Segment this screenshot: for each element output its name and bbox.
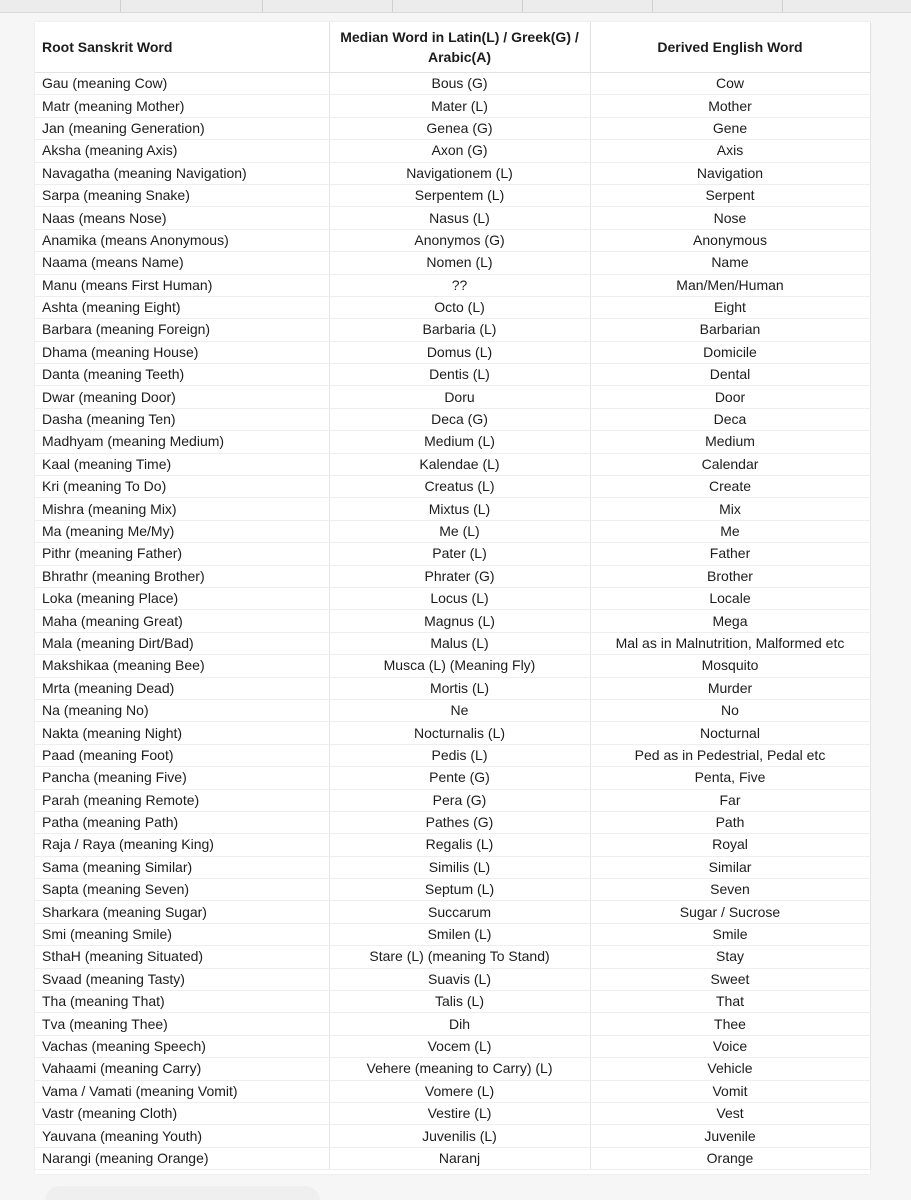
english-word-cell: Medium <box>590 431 870 453</box>
table-row <box>35 834 870 856</box>
english-word-cell: Anonymous <box>590 229 870 251</box>
median-word-cell: Me (L) <box>329 520 590 542</box>
root-word-cell: Madhyam (meaning Medium) <box>35 431 329 453</box>
root-word-cell: Mala (meaning Dirt/Bad) <box>35 632 329 654</box>
root-word-cell: Sarpa (meaning Snake) <box>35 184 329 206</box>
table-row <box>35 610 870 632</box>
table-row <box>35 968 870 990</box>
root-word-cell: Parah (meaning Remote) <box>35 789 329 811</box>
median-word-cell: Kalendae (L) <box>329 453 590 475</box>
table-row <box>35 767 870 789</box>
english-word-cell: Mosquito <box>590 655 870 677</box>
table-row <box>35 95 870 117</box>
table-row <box>35 1147 870 1169</box>
root-word-cell: Sapta (meaning Seven) <box>35 879 329 901</box>
table-row <box>35 677 870 699</box>
median-word-cell: Similis (L) <box>329 856 590 878</box>
root-word-cell: Vahaami (meaning Carry) <box>35 1058 329 1080</box>
median-word-cell: Musca (L) (Meaning Fly) <box>329 655 590 677</box>
english-word-cell: Mix <box>590 498 870 520</box>
english-word-cell: No <box>590 699 870 721</box>
table-row <box>35 543 870 565</box>
table-row <box>35 117 870 139</box>
english-word-cell: Axis <box>590 140 870 162</box>
english-word-cell: Path <box>590 811 870 833</box>
median-word-cell: Suavis (L) <box>329 968 590 990</box>
median-word-cell: Vocem (L) <box>329 1035 590 1057</box>
median-word-cell: ?? <box>329 274 590 296</box>
median-word-cell: Mortis (L) <box>329 677 590 699</box>
median-word-cell: Vehere (meaning to Carry) (L) <box>329 1058 590 1080</box>
median-word-cell: Vestire (L) <box>329 1102 590 1124</box>
table-row <box>35 319 870 341</box>
root-word-cell: Loka (meaning Place) <box>35 587 329 609</box>
root-word-cell: Maha (meaning Great) <box>35 610 329 632</box>
header-derived-english-word: Derived English Word <box>590 22 870 73</box>
table-row <box>35 991 870 1013</box>
table-row <box>35 1013 870 1035</box>
english-word-cell: Royal <box>590 834 870 856</box>
word-origin-table-sheet <box>35 22 870 1174</box>
table-row <box>35 408 870 430</box>
median-word-cell: Septum (L) <box>329 879 590 901</box>
median-word-cell: Domus (L) <box>329 341 590 363</box>
table-row <box>35 229 870 251</box>
english-word-cell: Father <box>590 543 870 565</box>
table-row <box>35 364 870 386</box>
table-row <box>35 341 870 363</box>
root-word-cell: Makshikaa (meaning Bee) <box>35 655 329 677</box>
table-row <box>35 699 870 721</box>
english-word-cell: Thee <box>590 1013 870 1035</box>
english-word-cell: Door <box>590 386 870 408</box>
table-row <box>35 856 870 878</box>
root-word-cell: Dasha (meaning Ten) <box>35 408 329 430</box>
median-word-cell: Mater (L) <box>329 95 590 117</box>
table-row <box>35 162 870 184</box>
table-row <box>35 252 870 274</box>
root-word-cell: Na (meaning No) <box>35 699 329 721</box>
median-word-cell: Succarum <box>329 901 590 923</box>
median-word-cell: Vomere (L) <box>329 1080 590 1102</box>
table-row <box>35 140 870 162</box>
root-word-cell: Kaal (meaning Time) <box>35 453 329 475</box>
root-word-cell: Gau (meaning Cow) <box>35 73 329 95</box>
root-word-cell: Nakta (meaning Night) <box>35 722 329 744</box>
root-word-cell: Barbara (meaning Foreign) <box>35 319 329 341</box>
english-word-cell: Man/Men/Human <box>590 274 870 296</box>
table-row <box>35 811 870 833</box>
median-word-cell: Ne <box>329 699 590 721</box>
english-word-cell: Mother <box>590 95 870 117</box>
english-word-cell: Name <box>590 252 870 274</box>
root-word-cell: Patha (meaning Path) <box>35 811 329 833</box>
median-word-cell: Phrater (G) <box>329 565 590 587</box>
root-word-cell: Dhama (meaning House) <box>35 341 329 363</box>
english-word-cell: Eight <box>590 296 870 318</box>
english-word-cell: Vomit <box>590 1080 870 1102</box>
english-word-cell: Vehicle <box>590 1058 870 1080</box>
median-word-cell: Axon (G) <box>329 140 590 162</box>
english-word-cell: Far <box>590 789 870 811</box>
table-row <box>35 296 870 318</box>
english-word-cell: Serpent <box>590 184 870 206</box>
english-word-cell: Juvenile <box>590 1125 870 1147</box>
header-median-word: Median Word in Latin(L) / Greek(G) / Arabic(A) <box>329 22 590 73</box>
median-word-cell: Navigationem (L) <box>329 162 590 184</box>
median-word-cell: Smilen (L) <box>329 923 590 945</box>
median-word-cell: Doru <box>329 386 590 408</box>
root-word-cell: Matr (meaning Mother) <box>35 95 329 117</box>
table-row <box>35 184 870 206</box>
median-word-cell: Creatus (L) <box>329 476 590 498</box>
english-word-cell: Gene <box>590 117 870 139</box>
median-word-cell: Pente (G) <box>329 767 590 789</box>
root-word-cell: Kri (meaning To Do) <box>35 476 329 498</box>
english-word-cell: Navigation <box>590 162 870 184</box>
root-word-cell: Navagatha (meaning Navigation) <box>35 162 329 184</box>
spreadsheet-column-strip <box>0 0 911 13</box>
english-word-cell: Cow <box>590 73 870 95</box>
table-row <box>35 73 870 95</box>
table-row <box>35 632 870 654</box>
english-word-cell: Similar <box>590 856 870 878</box>
median-word-cell: Stare (L) (meaning To Stand) <box>329 946 590 968</box>
english-word-cell: Ped as in Pedestrial, Pedal etc <box>590 744 870 766</box>
root-word-cell: Narangi (meaning Orange) <box>35 1147 329 1169</box>
median-word-cell: Naranj <box>329 1147 590 1169</box>
table-row <box>35 946 870 968</box>
english-word-cell: Barbarian <box>590 319 870 341</box>
english-word-cell: Deca <box>590 408 870 430</box>
table-row <box>35 1102 870 1124</box>
root-word-cell: Bhrathr (meaning Brother) <box>35 565 329 587</box>
median-word-cell: Anonymos (G) <box>329 229 590 251</box>
median-word-cell: Pedis (L) <box>329 744 590 766</box>
english-word-cell: Murder <box>590 677 870 699</box>
root-word-cell: Smi (meaning Smile) <box>35 923 329 945</box>
table-row <box>35 744 870 766</box>
median-word-cell: Locus (L) <box>329 587 590 609</box>
root-word-cell: Vastr (meaning Cloth) <box>35 1102 329 1124</box>
median-word-cell: Malus (L) <box>329 632 590 654</box>
english-word-cell: Brother <box>590 565 870 587</box>
english-word-cell: Dental <box>590 364 870 386</box>
english-word-cell: Nocturnal <box>590 722 870 744</box>
median-word-cell: Octo (L) <box>329 296 590 318</box>
root-word-cell: Paad (meaning Foot) <box>35 744 329 766</box>
english-word-cell: Me <box>590 520 870 542</box>
table-row <box>35 879 870 901</box>
table-row <box>35 386 870 408</box>
table-row <box>35 1035 870 1057</box>
table-row <box>35 722 870 744</box>
word-origin-table <box>35 22 871 1170</box>
root-word-cell: Tva (meaning Thee) <box>35 1013 329 1035</box>
english-word-cell: Mal as in Malnutrition, Malformed etc <box>590 632 870 654</box>
table-row <box>35 1125 870 1147</box>
table-row <box>35 453 870 475</box>
root-word-cell: Tha (meaning That) <box>35 991 329 1013</box>
table-row <box>35 565 870 587</box>
median-word-cell: Deca (G) <box>329 408 590 430</box>
root-word-cell: Naas (means Nose) <box>35 207 329 229</box>
root-word-cell: Mrta (meaning Dead) <box>35 677 329 699</box>
root-word-cell: Vama / Vamati (meaning Vomit) <box>35 1080 329 1102</box>
header-root-sanskrit-word: Root Sanskrit Word <box>35 22 329 73</box>
root-word-cell: Pancha (meaning Five) <box>35 767 329 789</box>
english-word-cell: Orange <box>590 1147 870 1169</box>
root-word-cell: Mishra (meaning Mix) <box>35 498 329 520</box>
table-row <box>35 655 870 677</box>
root-word-cell: Aksha (meaning Axis) <box>35 140 329 162</box>
root-word-cell: Sama (meaning Similar) <box>35 856 329 878</box>
median-word-cell: Dih <box>329 1013 590 1035</box>
table-row <box>35 274 870 296</box>
table-row <box>35 587 870 609</box>
english-word-cell: Domicile <box>590 341 870 363</box>
table-header-row <box>35 22 870 73</box>
median-word-cell: Bous (G) <box>329 73 590 95</box>
english-word-cell: Vest <box>590 1102 870 1124</box>
table-row <box>35 431 870 453</box>
root-word-cell: Vachas (meaning Speech) <box>35 1035 329 1057</box>
median-word-cell: Barbaria (L) <box>329 319 590 341</box>
english-word-cell: Seven <box>590 879 870 901</box>
english-word-cell: Stay <box>590 946 870 968</box>
table-row <box>35 498 870 520</box>
root-word-cell: Danta (meaning Teeth) <box>35 364 329 386</box>
median-word-cell: Magnus (L) <box>329 610 590 632</box>
median-word-cell: Juvenilis (L) <box>329 1125 590 1147</box>
root-word-cell: Svaad (meaning Tasty) <box>35 968 329 990</box>
root-word-cell: Manu (means First Human) <box>35 274 329 296</box>
root-word-cell: Anamika (means Anonymous) <box>35 229 329 251</box>
english-word-cell: Sweet <box>590 968 870 990</box>
table-row <box>35 1080 870 1102</box>
root-word-cell: Jan (meaning Generation) <box>35 117 329 139</box>
table-row <box>35 1058 870 1080</box>
english-word-cell: That <box>590 991 870 1013</box>
median-word-cell: Genea (G) <box>329 117 590 139</box>
median-word-cell: Pathes (G) <box>329 811 590 833</box>
english-word-cell: Voice <box>590 1035 870 1057</box>
english-word-cell: Mega <box>590 610 870 632</box>
table-row <box>35 207 870 229</box>
median-word-cell: Pera (G) <box>329 789 590 811</box>
root-word-cell: Raja / Raya (meaning King) <box>35 834 329 856</box>
table-row <box>35 520 870 542</box>
median-word-cell: Mixtus (L) <box>329 498 590 520</box>
english-word-cell: Nose <box>590 207 870 229</box>
table-row <box>35 789 870 811</box>
median-word-cell: Serpentem (L) <box>329 184 590 206</box>
english-word-cell: Locale <box>590 587 870 609</box>
root-word-cell: Pithr (meaning Father) <box>35 543 329 565</box>
median-word-cell: Medium (L) <box>329 431 590 453</box>
root-word-cell: Yauvana (meaning Youth) <box>35 1125 329 1147</box>
english-word-cell: Create <box>590 476 870 498</box>
table-row <box>35 901 870 923</box>
median-word-cell: Talis (L) <box>329 991 590 1013</box>
english-word-cell: Smile <box>590 923 870 945</box>
table-body <box>35 73 870 1170</box>
median-word-cell: Dentis (L) <box>329 364 590 386</box>
root-word-cell: SthaH (meaning Situated) <box>35 946 329 968</box>
english-word-cell: Calendar <box>590 453 870 475</box>
english-word-cell: Penta, Five <box>590 767 870 789</box>
median-word-cell: Nasus (L) <box>329 207 590 229</box>
root-word-cell: Naama (means Name) <box>35 252 329 274</box>
root-word-cell: Sharkara (meaning Sugar) <box>35 901 329 923</box>
median-word-cell: Nocturnalis (L) <box>329 722 590 744</box>
root-word-cell: Ashta (meaning Eight) <box>35 296 329 318</box>
root-word-cell: Ma (meaning Me/My) <box>35 520 329 542</box>
median-word-cell: Regalis (L) <box>329 834 590 856</box>
bottom-input-pill <box>45 1186 320 1200</box>
root-word-cell: Dwar (meaning Door) <box>35 386 329 408</box>
table-row <box>35 923 870 945</box>
median-word-cell: Nomen (L) <box>329 252 590 274</box>
english-word-cell: Sugar / Sucrose <box>590 901 870 923</box>
median-word-cell: Pater (L) <box>329 543 590 565</box>
table-row <box>35 476 870 498</box>
